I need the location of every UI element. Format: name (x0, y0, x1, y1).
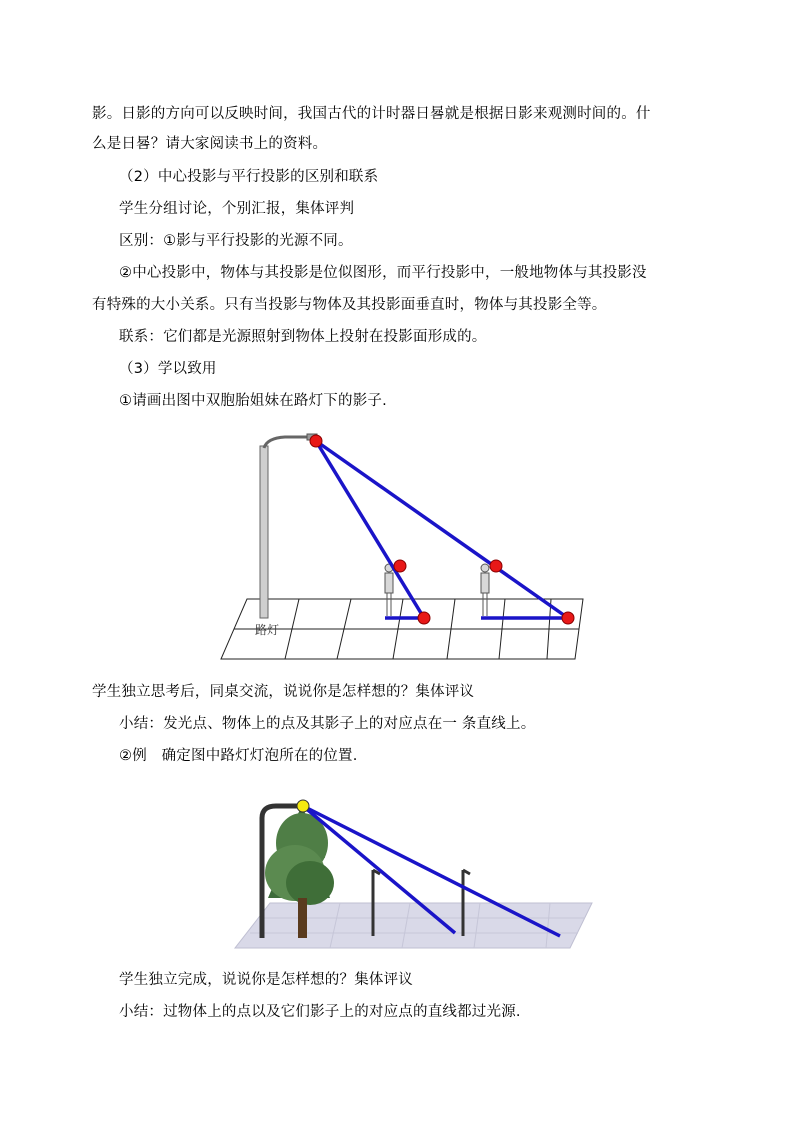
paragraph-line: 影。日影的方向可以反映时间，我国古代的计时器日晷就是根据日影来观测时间的。什 (92, 106, 651, 122)
paragraph-line: 么是日晷？请大家阅读书上的资料。 (92, 136, 328, 152)
paragraph-line: ②例 确定图中路灯灯泡所在的位置. (119, 748, 358, 764)
shadow-tip-left (418, 612, 430, 624)
section-heading: （3）学以致用 (119, 361, 217, 377)
lamp-point (310, 435, 322, 447)
person-figure-right (481, 564, 489, 616)
paragraph-line: 小结：发光点、物体上的点及其影子上的对应点在一 条直线上。 (119, 716, 536, 732)
paragraph-line: ①请画出图中双胞胎姐妹在路灯下的影子. (119, 393, 387, 409)
lamp-post (260, 434, 317, 618)
paragraph-line: 有特殊的大小关系。只有当投影与物体及其投影面垂直时，物体与其投影全等。 (92, 297, 607, 313)
paragraph-line: 学生独立思考后，同桌交流，说说你是怎样想的？集体评议 (92, 684, 475, 700)
ground-label: 路灯 (255, 623, 280, 637)
section-heading: （2）中心投影与平行投影的区别和联系 (119, 169, 379, 185)
paragraph-line: 小结：过物体上的点以及它们影子上的对应点的直线都过光源. (119, 1004, 521, 1020)
paragraph-line: 学生分组讨论，个别汇报，集体评判 (119, 201, 355, 217)
paragraph-line: 联系：它们都是光源照射到物体上投射在投影面形成的。 (119, 329, 487, 345)
paragraph-line: 区别：①影与平行投影的光源不同。 (119, 233, 353, 249)
light-ray-right (316, 441, 568, 618)
paragraph-line: 学生独立完成，说说你是怎样想的？集体评议 (119, 972, 413, 988)
paragraph-line: ②中心投影中，物体与其投影是位似图形，而平行投影中，一般地物体与其投影没 (119, 265, 647, 281)
light-ray-left (316, 441, 424, 618)
figure-find-lamp (230, 788, 600, 953)
head-point-left (394, 560, 406, 572)
lamp-bulb (297, 800, 309, 812)
head-point-right (490, 560, 502, 572)
figure-street-lamp-shadows (215, 428, 590, 663)
person-figure-left (385, 564, 393, 616)
shadow-tip-right (562, 612, 574, 624)
